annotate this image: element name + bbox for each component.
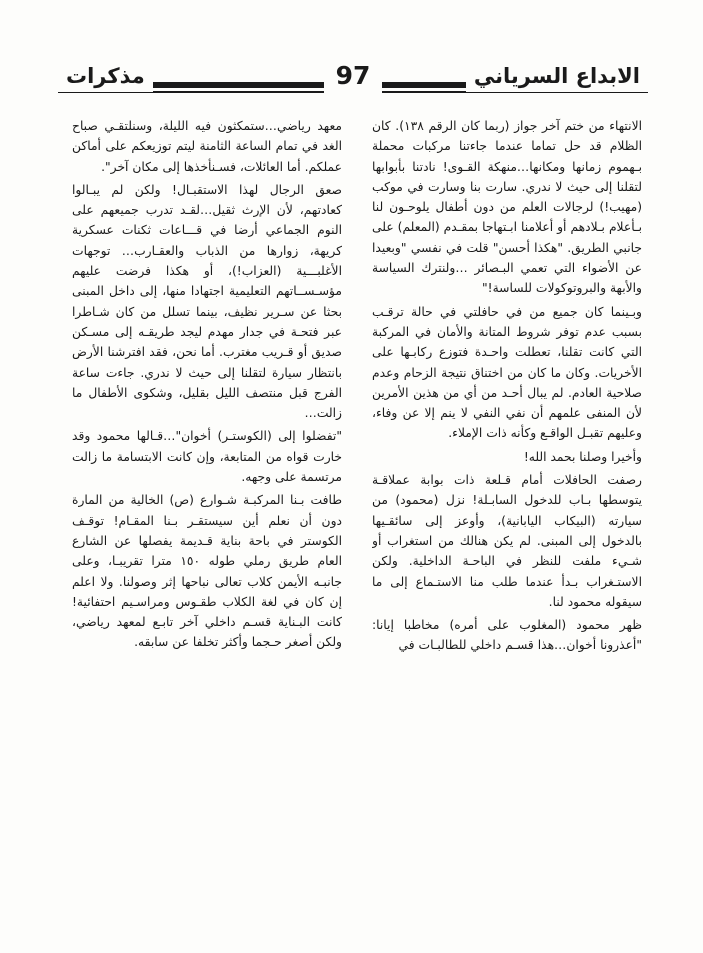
paragraph: طافت بـنا المركبـة شـوارع (ص) الخالية من المارة دون أن نعلم أين سيستقـر بـنا المقـام! توقـف الكوستر في باحة بناية قـديمة يفصلها عن الشارع العام طريق رملي طوله ١٥٠ مترا تقريبـا، وعلى جانبـه الأيمن كلاب تعالى نباحها إثر وصولنا. ولا اعلم إن كان في لغة الكلاب طقـوس ومراسـيم احتفائية! كانت البـناية قسـم داخلي آخر تابـع لمعهد رياضي، ولكن أصغر حـجما وأكثر تخلفا عن سابقه. [72,493,342,650]
paragraph: وأخيرا وصلنا بحمد الله! [523,449,642,464]
paragraph: الانتهاء من ختم آخر جواز (ربما كان الرقم ١٣٨). كان الظلام قد حل تماما عندما جاءتنا مركبات محملة بـهموم زمانها ومكانها…منهكة القـوى! نادتنا بأبوابها لتقلنا إلى حيث لا ندري. سارت بنا وسارت في موكب (مهيب!) لرجالات العلم من دون أطفال يلوحـون لنا بـأعلام بـلادهم أو أعلامنا ابـتهاجا بمقـدم (المعلم) على جانبي الطريق. "هكذا أحسن" قلت في نفسي "وبعيدا عن الأضواء التي تعمي البـصائر …ولنترك السياسة والأبهة والبروتوكولات للساسة!" [372,119,642,296]
paragraph: معهد رياضي…ستمكثون فيه الليلة، وسنلتقـي صباح الغد في تمام الساعة الثامنة ليتم توزيعكم على أماكن عملكم. أما العائلات، فسـنأخذها إلى مكان آخر". [72,119,342,174]
text-column-left [72,116,342,841]
paragraph: رصفت الحافلات أمام قـلعة ذات بوابة عملاقـة يتوسطها بـاب للدخول السابـلة! نزل (محمود) من سيارته (البيكاب اليابانية)، وأوعز إلى سائقـيها بالدخول إلى المبنى. لم يكن هنالك من استغراب أو شـيء ملفت للنظر في الباحـة الداخلية. ولكن الاستـغراب بـدأ عندما طلب منا الاستـماع إلى ما سيقوله محمود لنا. [372,473,642,609]
journal-title: الابداع السرياني [466,60,648,92]
text-column-right [372,116,642,841]
paragraph: وبـينما كان جميع من في حافلتي في حالة ترقـب بسبب عدم توفر شروط المتانة والأمان في المركبة التي كانت تقلنا، تعطلت واحـدة فتوزع ركابـها على الأخريات. وكان ما كان من اختناق نتيجة الزحام وعدم صلاحية العادم. لم يبال أحـد من أي من هذين الأمرين لأن المنفى علمهم أن نفي النفي لا ينم إلا عن وفاء، وعليهم تقبـل الواقـع وكأنه ذات الإملاء. [372,304,642,441]
page-number: 97 [324,58,382,94]
paragraph: "تفضلوا إلى (الكوستـر) أخوان"…قـالها محمود وقد خارت قواه من المتابعة، وإن كانت الابتسامة ما زالت مرتسمة على وجهه. [72,429,342,485]
paragraph: ظهر محمود (المغلوب على أمره) مخاطبا إيانا: "أعذرونا أخوان…هذا قسـم داخلي للطالبـات في [372,618,642,653]
paragraph: صعق الرجال لهذا الاستقبـال! ولكن لم يبـالوا كعادتهم، لأن الإرث ثقيل…لقـد تدرب جميعهم على النوم الجماعي أرضا في قـــاعات ثكنات عسكرية كريهة، زوارها من الذباب والعقـارب… توجهات الأغلبـــية (العزاب!)، أو هكذا فرضت عليهم مؤسـســاتهم التعليمية اجتهادا منها، إلى داخل المبنى بحثا عن سـرير نظيف، بينما تسلل من كان شـاطرا عبر فتحـة في جدار مهدم ليجد طريقـه إلى مسـكن صديق أو قـريب مغترب. أما نحن، فقد افترشنا الأرض بانتظار سيارة لتقلنا إلى حيث لا ندري. جاءت ساعة الفرج قبل منتصف الليل بقليل، وشكوى الأطفال ما زالت… [72,182,342,421]
page-header [58,60,648,104]
section-title: مذكرات [58,60,153,92]
